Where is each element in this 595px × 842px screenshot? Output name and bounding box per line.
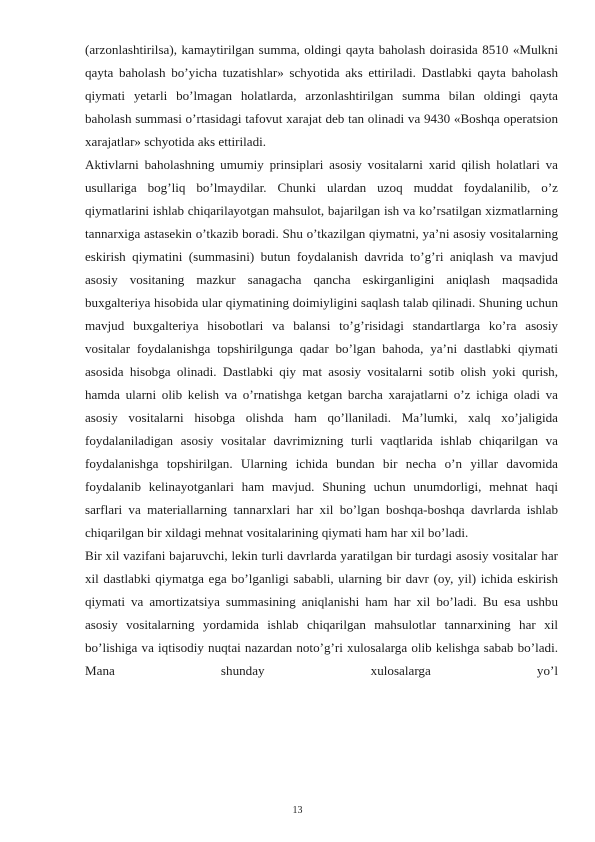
paragraph-2: Aktivlarni baholashning umumiy prinsiplari asosiy vositalarni xarid qilish holatlari va usullariga bog’liq bo’lmaydilar. Chunki ulardan uzoq muddat foydalanilib, o’z qiymatlarini ishlab chiqarilayotgan mahsulot, bajarilgan ish va ko’rsatilgan xizmatlarning tannarxiga astasekin o’tkazib boradi. Shu o’tkazilgan qiymatni, ya’ni asosiy vositalarning eskirish qiymatini (summasini) butun foydalanish davrida to’g’ri aniqlash va mavjud asosiy vositaning mazkur sanagacha qancha eskirganligini aniqlash maqsadida buxgalteriya hisobida ular qiymatining doimiyligini saqlash talab qilinadi. Shuning uchun mavjud buxgalteriya hisobotlari va balansi to’g’risidagi standartlarga ko’ra asosiy vositalar foydalanishga topshirilgunga qadar bo’lgan bahoda, ya’ni dastlabki qiymati asosida hisobga olinadi. Dastlabki qiy mat asosiy vositalarni sotib olish yoki qurish, hamda ularni olib kelish va o’rnatishga ketgan barcha xarajatlarni o’z ichiga oladi va asosiy vositalarni hisobga olishda ham qo’llaniladi. Ma’lumki, xalq xo’jaligida foydalaniladigan asosiy vositalar davrimizning turli vaqtlarida ishlab chiqarilgan va foydalanishga topshirilgan. Ularning ichida bundan bir necha o’n yillar davomida foydalanib kelinayotganlari ham mavjud. Shuning uchun unumdorligi, mehnat haqi sarflari va materiallarning tannarxlari har xil bo’lgan boshqa-boshqa davrlarda ishlab chiqarilgan bir xildagi mehnat vositalarining qiymati ham har xil bo’ladi. bbox=[85, 157, 558, 540]
document-body bbox=[85, 38, 558, 682]
page-number: 13 bbox=[292, 805, 303, 816]
paragraph-3: Bir xil vazifani bajaruvchi, lekin turli davrlarda yaratilgan bir turdagi asosiy vositalar har xil dastlabki qiymatga ega bo’lganligi sababli, ularning bir davr (oy, yil) ichida eskirish qiymati va amortizatsiya summasining aniqlanishi ham har xil bo’ladi. Bu esa ushbu asosiy vositalarning yordamida ishlab chiqarilgan mahsulotlar tannarxining har xil bo’lishiga va iqtisodiy nuqtai nazardan noto’g’ri xulosalarga olib kelishga sabab bo’ladi. Mana shunday xulosalarga yo’l bbox=[85, 548, 558, 678]
paragraph-1: (arzonlashtirilsa), kamaytirilgan summa, oldingi qayta baholash doirasida 8510 «Mulkni qayta baholash bo’yicha tuzatishlar» schyotida aks ettiriladi. Dastlabki qayta baholash qiymati yetarli bo’lmagan holatlarda, arzonlashtirilgan summa bilan oldingi qayta baholash summasi o’rtasidagi tafovut xarajat deb tan olinadi va 9430 «Boshqa operatsion xarajatlar» schyotida aks ettiriladi. bbox=[85, 42, 558, 149]
